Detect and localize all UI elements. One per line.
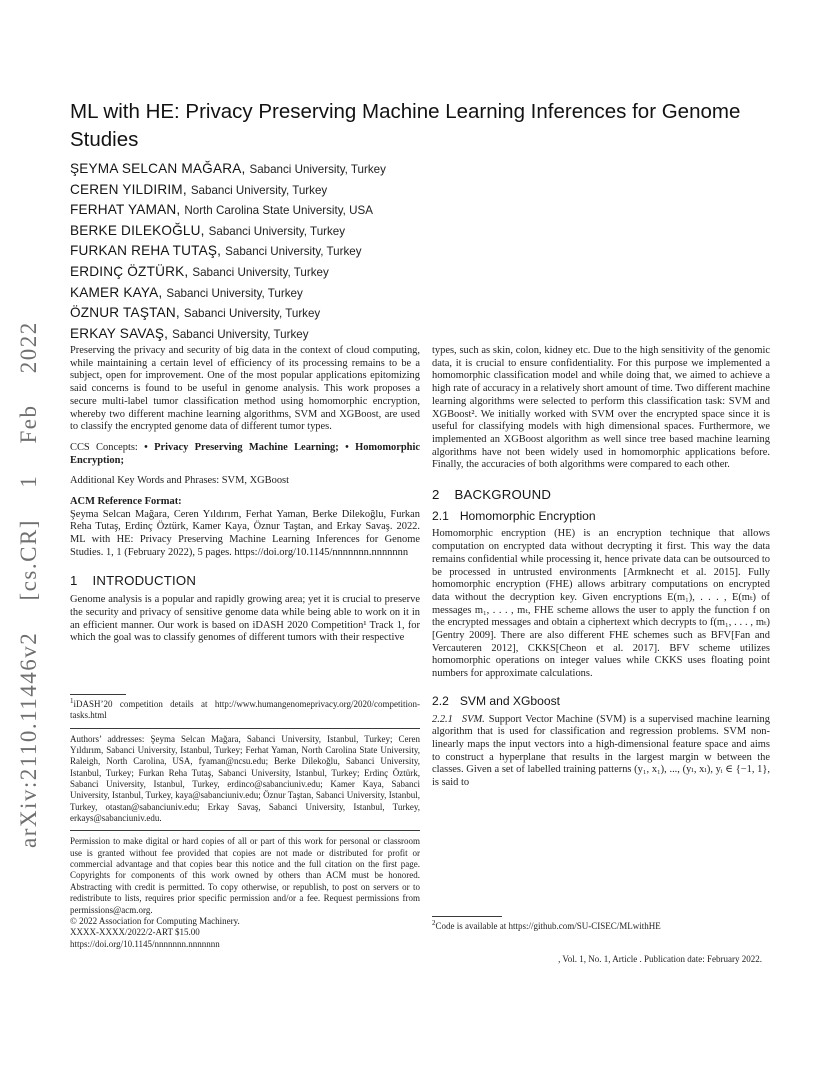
left-column-bottom [70,694,420,950]
author-row [70,180,760,201]
paper-title: ML with HE: Privacy Preserving Machine Learning Inferences for Genome Studies [70,100,741,151]
author-affiliation: Sabanci University, Turkey [190,183,328,197]
right-column [432,345,770,790]
author-list [70,159,760,344]
svm-paragraph [432,714,770,790]
author-affiliation: Sabanci University, Turkey [172,327,309,341]
author-row [70,159,760,180]
authors-addresses-paragraph: Authors’ addresses: Şeyma Selcan Mağara, Sabanci University, Istanbul, Turkey; Ceren Yıldırım, Sabanci University, Istanbul, Turkey; Ferhat Yaman, North Carolina State University, Raleigh, North Carolina, USA, fyaman@ncsu.edu; Berke Dilekoğlu, Sabanci University, Istanbul, Turkey; Furkan Reha Tutaş, Sabanci University, Istanbul, Turkey; Erdinç Öztürk, Sabanci University, Istanbul, Turkey, erdinco@sabanciuniv.edu; Kamer Kaya, Sabanci University, Istanbul, Turkey, kaya@sabanciuniv.edu; Öznur Taştan, Sabanci University, Istanbul, Turkey, otastan@sabanciuniv.edu; Erkay Savaş, Sabanci University, Istanbul, Turkey, erkays@sabanciuniv.edu. [70,733,420,824]
section-number: 1 [70,572,78,588]
issn-line: XXXX-XXXX/2022/2-ART $15.00 [70,927,200,938]
permission-paragraph: Permission to make digital or hard copies of all or part of this work for personal or classroom use is granted without fee provided that copies are not made or distributed for profit or commercial advantage and that copies bear this notice and the full citation on the first page. Copyrights for components of this work owned by others than ACM must be honored. Abstracting with credit is permitted. To copy otherwise, or republish, to post on servers or to redistribute to lists, requires prior specific permission and/or a fee. Request permissions from permissions@acm.org. [70,836,420,915]
introduction-paragraph: Genome analysis is a popular and rapidly growing area; yet it is crucial to preserve the security and privacy of sensitive genome data while being able to work on it in an efficient manner. Our work is based on iDASH 2020 Competition¹ Track 1, for which the goal was to classify genomes of different tumors with their respective [70,594,420,644]
abstract-paragraph: Preserving the privacy and security of big data in the context of cloud computing, while maintaining a certain level of efficiency of its processing remains to be a subject, open for improvement. One of the most popular applications epitomizing said concerns is found to be useful in genome analysis. This work proposes a secure multi-label tumor classification method using homomorphic encryption, whereby two different machine learning algorithms, SVM and XGBoost, are used to classify the encrypted genome data of different tumor types. [70,345,420,433]
acm-reference-text: Şeyma Selcan Mağara, Ceren Yıldırım, Ferhat Yaman, Berke Dilekoğlu, Furkan Reha Tutaş, Erdinç Öztürk, Kamer Kaya, Öznur Taştan, and Erkay Savaş. 2022. ML with HE: Privacy Preserving Machine Learning Inferences for Genome Studies. 1, 1 (February 2022), 5 pages. https://doi.org/10.1145/nnnnnnn.nnnnnnn [70,508,420,558]
author-row [70,200,760,221]
ccs-label: CCS Concepts: [70,441,138,453]
author-row [70,221,760,242]
section-title: INTRODUCTION [92,572,197,588]
author-name: FERHAT YAMAN, [70,202,181,218]
ccs-concept-2: • Homomorphic Encryption; [70,441,421,466]
introduction-continuation-paragraph: types, such as skin, colon, kidney etc. Due to the high sensitivity of the genomic data, it is crucial to ensure confidentiality. For this purpose we implemented a homomorphic classification model and while doing that, we aimed to achieve a high rate of accuracy in a relatively short amount of time. Two different machine learning algorithms were selected to perform this classification task: SVM and XGBoost². We initially worked with SVM over the encrypted space since it is useful for classifying models with high dimensional spaces. Furthermore, we implemented an XGBoost algorithm as well since tree based machine learning algorithms have not been widely used in homomorphic applications before. Finally, the accuracies of both algorithms were compared to each other. [432,345,770,471]
subsection-title: SVM and XGboost [459,693,560,708]
acm-reference-label: ACM Reference Format: [70,496,182,508]
author-name: CEREN YILDIRIM, [70,181,187,197]
doi-link[interactable]: https://doi.org/10.1145/nnnnnnn.nnnnnnn [70,938,220,949]
subsubsection-number: 2.2.1 [432,713,453,725]
divider [70,830,420,831]
author-affiliation: Sabanci University, Turkey [166,286,303,300]
svm-paragraph-text: Support Vector Machine (SVM) is a supervised machine learning algorithm that is used for classification and regression problems. SVM non-linearly maps the input vectors into a high-dimensional feature space and aims to construct a hyperplane that results in the largest margin w between the classes. Given a set of labelled training patterns (y₁, x₁), ..., (yₗ, xₗ), yᵢ ∈ {−1, 1}, is said to [432,713,770,789]
author-name: ŞEYMA SELCAN MAĞARA, [70,161,246,176]
divider [70,728,420,729]
ccs-concept-1: • Privacy Preserving Machine Learning; [144,441,339,453]
author-name: ERKAY SAVAŞ, [70,325,169,341]
author-affiliation: Sabanci University, Turkey [208,224,346,238]
author-row [70,283,760,304]
footnote-2-text: Code is available at [435,921,509,931]
section-heading-introduction [70,572,420,588]
subsection-number: 2.1 [432,508,449,523]
arxiv-watermark: arXiv:2110.11446v2 [cs.CR] 1 Feb 2022 [16,321,41,848]
section-title: BACKGROUND [454,487,552,503]
page-footer: , Vol. 1, No. 1, Article . Publication date: February 2022. [558,954,762,964]
footnote-2-link[interactable]: https://github.com/SU-CISEC/MLwithHE [508,921,661,931]
subsection-heading-svm-xgboost [432,695,770,708]
footnote-rule [432,916,502,917]
author-affiliation: North Carolina State University, USA [184,204,373,218]
homomorphic-encryption-paragraph: Homomorphic encryption (HE) is an encryption technique that allows computation on encrypted data without decrypting it first. This way the data remains confidential while processing it, hence private data can be outsourced to be processed in untrusted environments [Armknecht et al. 2015]. Fully homomorphic encryption (FHE) allows arbitrary computations on encrypted data without the decryption key. Given encryptions E(m₁), . . . , E(mₜ) of messages m₁, . . . , mₜ, FHE scheme allows the user to apply the function f on the encrypted messages and obtain a ciphertext which decrypts to f(m₁, . . . , mₜ) [Gentry 2009]. There are also different FHE schemes such as BFV[Fan and Vercauteren 2012], CKKS[Cheon et al. 2017]. BFV scheme utilizes homomorphic operations on integer values while CKKS uses floating point numbers for approximate calculations. [432,528,770,680]
section-heading-background [432,489,770,502]
footnote-1-marker: 1 [70,697,74,705]
author-row [70,324,760,345]
author-affiliation: Sabanci University, Turkey [183,307,321,321]
author-name: BERKE DILEKOĞLU, [70,222,205,238]
section-number: 2 [432,487,440,503]
subsection-heading-homomorphic-encryption [432,510,770,523]
footnote-rule [70,694,126,695]
footnote-2 [432,921,770,932]
author-name: FURKAN REHA TUTAŞ, [70,243,222,259]
right-column-bottom [432,916,770,932]
author-name: ÖZNUR TAŞTAN, [70,305,180,321]
subsubsection-title: SVM. [461,713,485,725]
footnote-2-marker: 2 [432,919,436,927]
left-column [70,345,420,645]
author-row [70,262,760,283]
author-name: KAMER KAYA, [70,284,163,300]
ccs-concepts-line [70,442,420,467]
author-affiliation: Sabanci University, Turkey [192,265,329,279]
keywords-line: Additional Key Words and Phrases: SVM, XGBoost [70,475,290,487]
subsection-title: Homomorphic Encryption [459,508,596,523]
author-row [70,241,760,262]
author-affiliation: Sabanci University, Turkey [249,163,386,176]
footnote-1-link[interactable]: http://www.humangenomeprivacy.org/2020/competition-tasks.html [70,699,420,721]
author-row [70,303,760,324]
copyright-line: © 2022 Association for Computing Machinery. [70,915,240,926]
subsection-number: 2.2 [432,693,449,708]
footnote-1-text: iDASH’20 competition details at [73,699,215,709]
author-affiliation: Sabanci University, Turkey [225,245,362,259]
author-name: ERDINÇ ÖZTÜRK, [70,263,189,279]
footnote-1 [70,699,420,722]
